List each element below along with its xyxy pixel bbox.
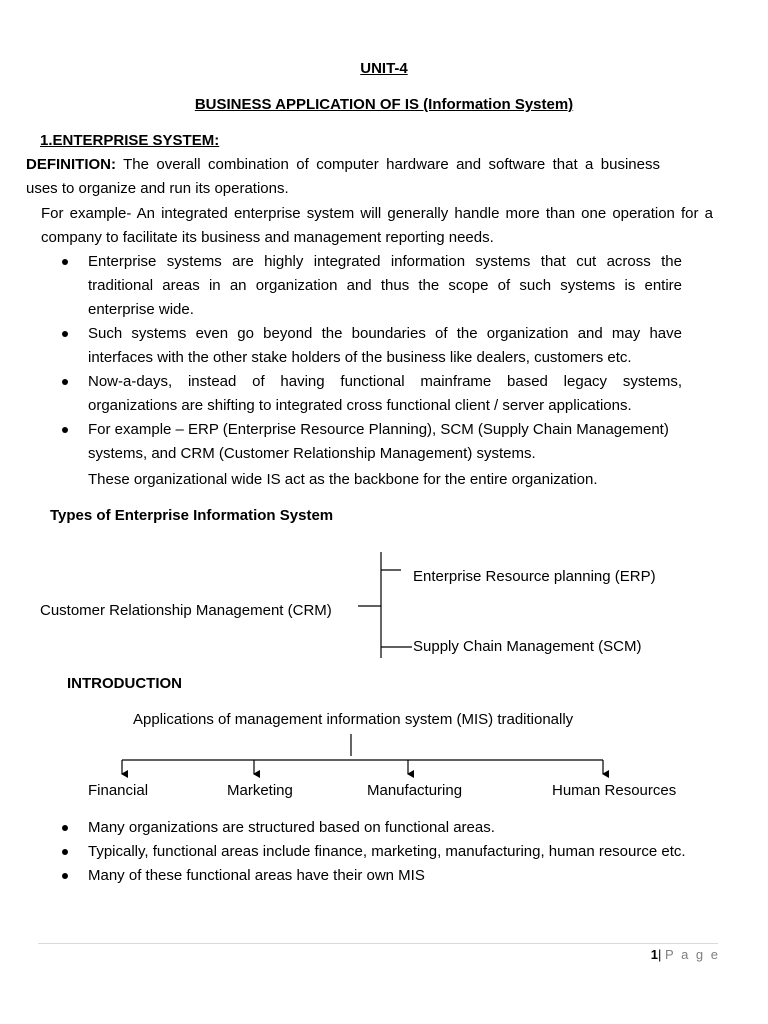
list-item-text: Many organizations are structured based on functional areas. <box>88 819 495 836</box>
bullet-icon <box>62 259 68 265</box>
page-footer <box>651 947 720 962</box>
bullet-icon <box>62 331 68 337</box>
list-item <box>62 840 722 864</box>
list-item-text: Now-a-days, instead of having functional mainframe based legacy systems, organizations are shifting to integrated cross functional client / server applications. <box>88 373 682 414</box>
definition-text: The overall combination of computer hardware and software that a business uses to organize and run its operations. <box>26 156 660 197</box>
introduction-bullet-list <box>62 816 722 888</box>
introduction-heading: INTRODUCTION <box>67 675 182 692</box>
branch-human-resources: Human Resources <box>552 782 677 799</box>
definition-paragraph <box>26 153 660 201</box>
list-item <box>62 370 682 418</box>
list-item-text: Enterprise systems are highly integrated information systems that cut across the traditional areas in an organization and thus the scope of such systems is entire enterprise wide. <box>88 253 682 318</box>
list-item <box>62 816 722 840</box>
mis-tree-root: Applications of management information system (MIS) traditionally <box>133 711 574 728</box>
unit-title: UNIT-4 <box>360 60 408 77</box>
list-item <box>62 864 722 888</box>
list-item-text: For example – ERP (Enterprise Resource Planning), SCM (Supply Chain Management) systems, and CRM (Customer Relationship Management) systems. <box>88 421 669 462</box>
erp-label: Enterprise Resource planning (ERP) <box>413 568 656 585</box>
bullet-icon <box>62 849 68 855</box>
bullet-icon <box>62 873 68 879</box>
enterprise-bullet-list <box>62 250 682 466</box>
section-heading <box>40 132 219 149</box>
bullet-icon <box>62 825 68 831</box>
page-label: P a g e <box>665 947 720 962</box>
example-paragraph: For example- An integrated enterprise system will generally handle more than one operation for a company to facilitate its business and management reporting needs. <box>41 205 713 246</box>
closing-sentence: These organizational wide IS act as the backbone for the entire organization. <box>88 471 598 488</box>
list-item-text: Such systems even go beyond the boundaries of the organization and may have interfaces with the other stake holders of the business like dealers, customers etc. <box>88 325 682 366</box>
footer-divider <box>38 943 718 944</box>
bullet-icon <box>62 427 68 433</box>
crm-label: Customer Relationship Management (CRM) <box>40 602 332 619</box>
list-item-text: Many of these functional areas have their own MIS <box>88 867 425 884</box>
section-heading-text: ENTERPRISE SYSTEM: <box>52 132 220 149</box>
list-item <box>62 322 682 370</box>
page-title: BUSINESS APPLICATION OF IS (Information System) <box>194 96 574 113</box>
list-item <box>62 250 682 322</box>
branch-manufacturing: Manufacturing <box>367 782 463 799</box>
section-number: 1. <box>40 132 53 149</box>
bullet-icon <box>62 379 68 385</box>
branch-financial: Financial <box>88 782 149 799</box>
list-item <box>62 418 714 466</box>
definition-label: DEFINITION: <box>26 156 116 173</box>
branch-marketing: Marketing <box>227 782 293 799</box>
list-item-text: Typically, functional areas include finance, marketing, manufacturing, human resource etc. <box>88 843 686 860</box>
scm-label: Supply Chain Management (SCM) <box>413 638 642 655</box>
types-heading: Types of Enterprise Information System <box>50 507 334 524</box>
page-number: 1 <box>650 947 659 962</box>
mis-tree-diagram <box>0 730 768 780</box>
page-separator: | <box>658 947 662 962</box>
